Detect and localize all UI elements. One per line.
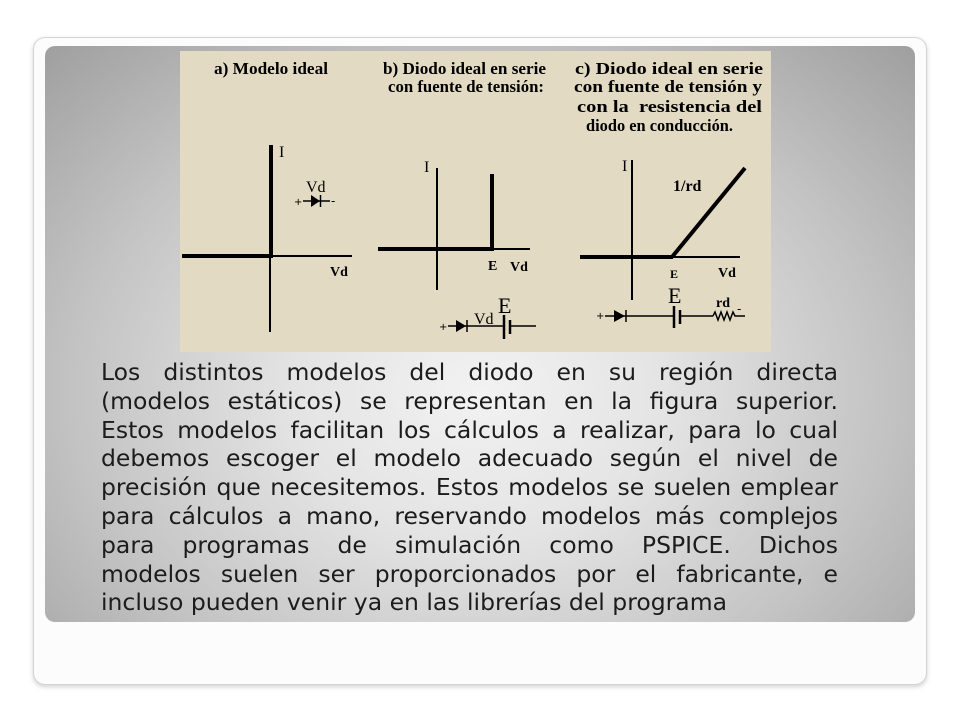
panel-a-diode-symbol — [294, 179, 335, 208]
panel-b-threshold-label: E — [488, 259, 498, 274]
panel-c-title-line-3: con la resistencia del — [577, 97, 763, 116]
panel-c-minus-sign: - — [737, 302, 742, 316]
panel-c-title-line-1: c) Diodo ideal en serie — [575, 59, 764, 78]
panel-c-slope-label: 1/rd — [673, 178, 702, 195]
panel-a-voltage-label: Vd — [330, 265, 348, 280]
panel-c-current-label: I — [622, 158, 628, 175]
paragraph-line: Estos modelos facilitan los cálculos a realizar, para lo cual — [101, 415, 838, 444]
panel-c-resistor-label: rd — [716, 296, 730, 311]
paragraph-line: Los distintos modelos del diodo en su región directa — [101, 358, 838, 386]
panel-c-circuit — [596, 283, 745, 328]
panel-a — [182, 59, 352, 332]
panel-a-current-label: I — [279, 144, 285, 161]
panel-a-diode-voltage-label: Vd — [306, 179, 326, 196]
panel-c-threshold-label: E — [670, 267, 679, 281]
panel-c-voltage-label: Vd — [718, 266, 736, 281]
paragraph-line: (modelos estáticos) se representan en la figura superior. — [101, 386, 838, 415]
body-paragraph — [101, 358, 838, 617]
content-panel — [45, 46, 915, 622]
paragraph-line: para cálculos a mano, reservando modelos más complejos — [101, 501, 838, 530]
panel-a-minus-sign: - — [331, 194, 336, 208]
panel-b-current-label: I — [424, 159, 430, 176]
panel-b-diode-voltage-label: Vd — [474, 311, 494, 328]
panel-b-voltage-label: Vd — [510, 260, 528, 275]
panel-c — [574, 59, 764, 328]
paragraph-line: modelos suelen ser proporcionados por el fabricante, e — [101, 559, 838, 588]
panel-c-title-line-4: diodo en conducción. — [586, 116, 733, 135]
panel-b-source-label: E — [498, 293, 512, 318]
paragraph-line: precisión que necesitemos. Estos modelos se suelen emplear — [101, 473, 838, 502]
panel-a-diode-triangle — [311, 195, 320, 207]
panel-a-plus-sign: + — [294, 197, 303, 208]
diode-models-diagram — [180, 51, 771, 352]
panel-b-diode-triangle — [456, 320, 466, 332]
panel-c-title-line-2: con fuente de tensión y — [574, 77, 763, 96]
panel-b-circuit — [439, 293, 536, 339]
panel-c-diode-triangle — [614, 310, 625, 322]
panel-c-source-label: E — [668, 283, 682, 308]
paragraph-line: debemos escoger el modelo adecuado según el nivel de — [101, 444, 838, 473]
panel-c-plus-sign: + — [596, 311, 605, 322]
panel-b-title-line-1: b) Diodo ideal en serie — [383, 59, 547, 78]
panel-b-plus-sign: + — [439, 322, 448, 333]
paragraph-line: para programas de simulación como PSPICE. Dichos — [101, 530, 838, 559]
panel-b-title-line-2: con fuente de tensión: — [388, 77, 544, 96]
panel-a-title: a) Modelo ideal — [214, 59, 329, 78]
paragraph-line: incluso pueden venir ya en las librerías del programa — [101, 588, 727, 617]
diode-models-figure — [180, 51, 771, 352]
panel-b — [378, 59, 546, 339]
